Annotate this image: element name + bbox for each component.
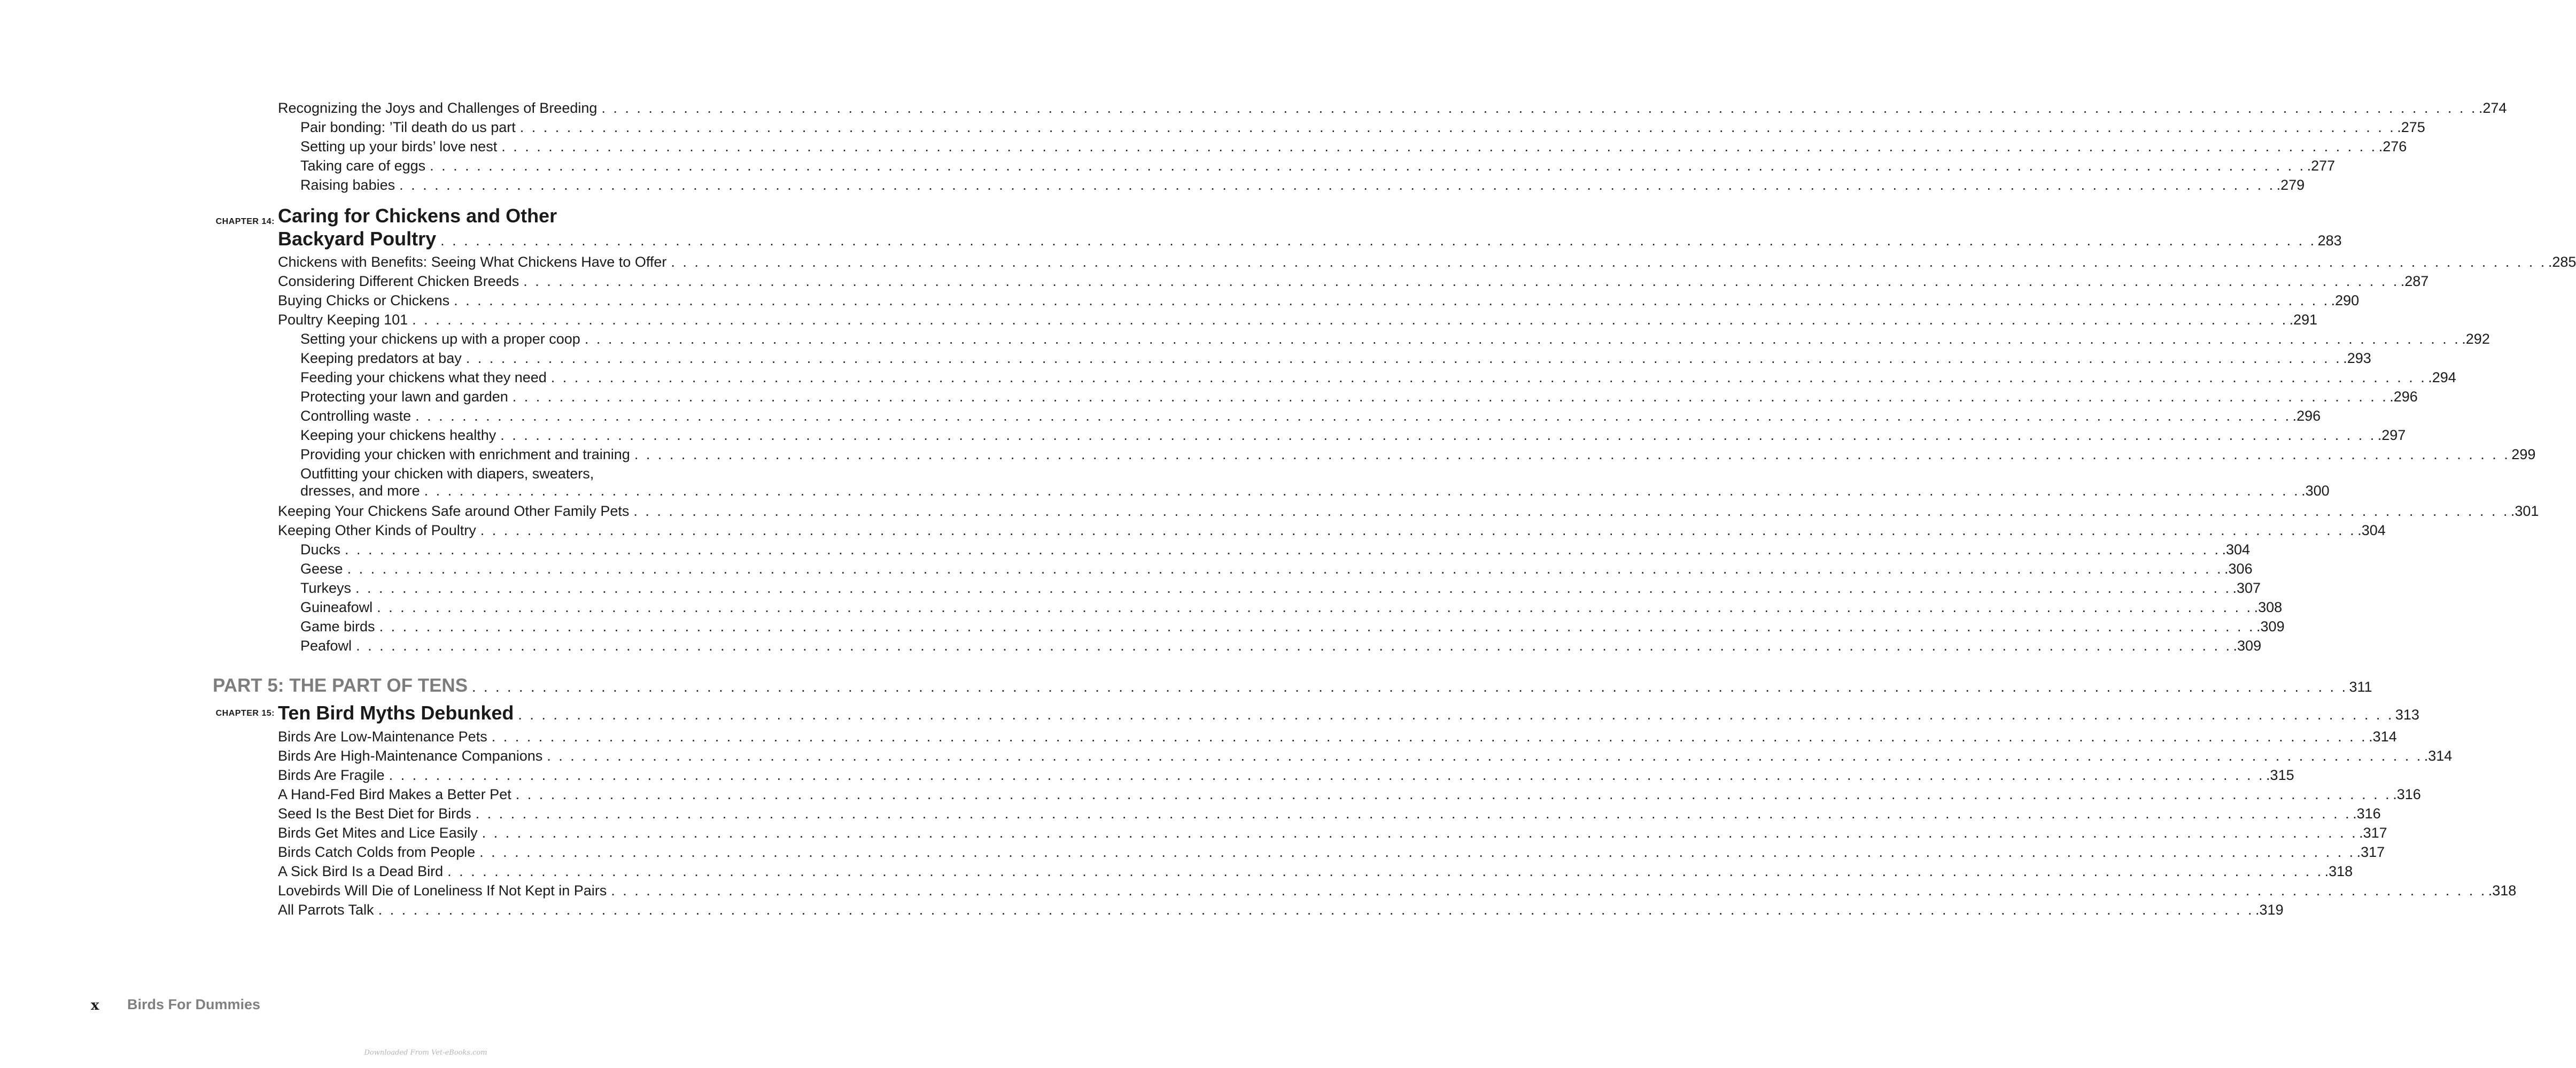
toc-entry-page: .300: [2301, 483, 2330, 499]
toc-entry-page: .317: [2356, 844, 2385, 860]
toc-entry-page: .308: [2254, 599, 2283, 615]
toc-entry-title: A Hand-Fed Bird Makes a Better Pet: [278, 786, 511, 802]
toc-entry-page: .297: [2377, 427, 2406, 443]
toc-entry-page: .317: [2359, 825, 2387, 841]
toc-entry[interactable]: [300, 119, 2425, 136]
toc-entry-title-line[interactable]: Outfitting your chicken with diapers, sweaters,: [300, 466, 594, 482]
dot-leader: . . . . . . . . . . . . . . . . . . . . . . . . . . . . . . . . . . . . . . . . . . . . . . . . . . . . . . . . . . . . . . . . . . . . . . . . . . . . . . . . . . . . . . . . . . . . . . . . . . . . . . . . . . . . . . . . . . . . . . . . . . . . . . . . . . . . . . . . . . . . . . . . . . . . . . . . . . . . . . . .: [355, 580, 2231, 596]
dot-leader: . . . . . . . . . . . . . . . . . . . . . . . . . . . . . . . . . . . . . . . . . . . . . . . . . . . . . . . . . . . . . . . . . . . . . . . . . . . . . . . . . . . . . . . . . . . . . . . . . . . . . . . . . . . . . . . . . . . . . . . . . . . . . . . . . . . . . . . . . . . . . . . . . . . . . . . . . . . . . . . .: [415, 408, 2291, 424]
toc-entry-title: Birds Are Low-Maintenance Pets: [278, 729, 487, 745]
toc-entry-title: Considering Different Chicken Breeds: [278, 273, 519, 289]
toc-entry-title: Birds Catch Colds from People: [278, 844, 476, 860]
toc-entry[interactable]: [278, 882, 2517, 899]
toc-entry[interactable]: [278, 292, 2360, 309]
page-number-roman: x: [91, 997, 99, 1013]
dot-leader: . . . . . . . . . . . . . . . . . . . . . . . . . . . . . . . . . . . . . . . . . . . . . . . . . . . . . . . . . . . . . . . . . . . . . . . . . . . . . . . . . . . . . . . . . . . . . . . . . . . . . . . . . . . . . . . . . . . . . . . . . . . . . . . . . . . . . . . . . . . . . . . . . . . . . . . . . . . . . . . .: [377, 599, 2253, 615]
toc-entry-page: .296: [2292, 408, 2321, 424]
toc-part-entry[interactable]: [213, 675, 2372, 698]
toc-entry[interactable]: [278, 824, 2387, 841]
toc-entry[interactable]: [300, 138, 2407, 155]
toc-entry-title: PART 5: THE PART OF TENS: [213, 675, 468, 696]
toc-entry[interactable]: [300, 369, 2456, 386]
dot-leader: . . . . . . . . . . . . . . . . . . . . . . . . . . . . . . . . . . . . . . . . . . . . . . . . . . . . . . . . . . . . . . . . . . . . . . . . . . . . . . . . . . . . . . . . . . . . . . . . . . . . . . . . . . . . . . . . . . . . . . . . . . . . . . . . . . . . . . . . . . . . . . . . . . . . . . . . . . . . . . . .: [634, 446, 2510, 462]
toc-entry-page: .287: [2400, 273, 2429, 289]
toc-entry-title: Keeping your chickens healthy: [300, 427, 496, 443]
toc-entry-page: .316: [2353, 806, 2381, 822]
dot-leader: . . . . . . . . . . . . . . . . . . . . . . . . . . . . . . . . . . . . . . . . . . . . . . . . . . . . . . . . . . . . . . . . . . . . . . . . . . . . . . . . . . . . . . . . . . . . . . . . . . . . . . . . . . . . . . . . . . . . . . . . . . . . . . . . . . . . . . . . . . . . . . . . . . . . . . . . . . . . . . . .: [479, 844, 2355, 860]
download-watermark: Downloaded From Vet-eBooks.com: [364, 1049, 487, 1057]
toc-entry-title: Buying Chicks or Chickens: [278, 292, 450, 308]
dot-leader: . . . . . . . . . . . . . . . . . . . . . . . . . . . . . . . . . . . . . . . . . . . . . . . . . . . . . . . . . . . . . . . . . . . . . . . . . . . . . . . . . . . . . . . . . . . . . . . . . . . . . . . . . . . . . . . . . . . . . . . . . . . . . . . . . . . . . . . . . . . . . . . . . . . . . . . . . . . . . . . .: [500, 427, 2376, 443]
dot-leader: . . . . . . . . . . . . . . . . . . . . . . . . . . . . . . . . . . . . . . . . . . . . . . . . . . . . . . . . . . . . . . . . . . . . . . . . . . . . . . . . . . . . . . . . . . . . . . . . . . . . . . . . . . . . . . . . . . . . . . . . . . . . . . . . . . . . . . . . . . . . . . . . . . . . . . . . . . . . . . . .: [424, 483, 2300, 499]
dot-leader: . . . . . . . . . . . . . . . . . . . . . . . . . . . . . . . . . . . . . . . . . . . . . . . . . . . . . . . . . . . . . . . . . . . . . . . . . . . . . . . . . . . . . . . . . . . . . . . . . . . . . . . . . . . . . . . . . . . . . . . . . . . . . . . . . . . . . . . . . . . . . . . . . . . . . . . . . . . . . . . .: [671, 254, 2547, 270]
dot-leader: . . . . . . . . . . . . . . . . . . . . . . . . . . . . . . . . . . . . . . . . . . . . . . . . . . . . . . . . . . . . . . . . . . . . . . . . . . . . . . . . . . . . . . . . . . . . . . . . . . . . . . . . . . . . . . . . . . . . . . . . . . . . . . . . . . . . . . . . . . . . . . . . . . . . . . . . . . . . . . . .: [550, 369, 2427, 385]
toc-entry-page: .314: [2424, 748, 2453, 764]
toc-entry[interactable]: [300, 157, 2336, 174]
dot-leader: . . . . . . . . . . . . . . . . . . . . . . . . . . . . . . . . . . . . . . . . . . . . . . . . . . . . . . . . . . . . . . . . . . . . . . . . . . . . . . . . . . . . . . . . . . . . . . . . . . . . . . . . . . . . . . . . . . . . . . . . . . . . . . . . . . . . . . . . . . . . . . . . . . . . . . . . . . . . . . . .: [512, 389, 2388, 405]
toc-entry-page: .294: [2428, 369, 2456, 385]
toc-entry[interactable]: [300, 350, 2371, 367]
toc-entry-page: .277: [2307, 158, 2336, 174]
toc-entry-title: Taking care of eggs: [300, 158, 426, 174]
toc-entry-title: Keeping predators at bay: [300, 350, 462, 366]
toc-entry-page: .309: [2256, 618, 2285, 634]
toc-entry-page: .304: [2357, 522, 2386, 538]
toc-entry[interactable]: [278, 901, 2284, 918]
toc-entry-title: Keeping Your Chickens Safe around Other Family Pets: [278, 503, 630, 519]
toc-entry-title: Raising babies: [300, 177, 395, 193]
toc-entry-page: .291: [2289, 312, 2318, 328]
toc-entry-page: .316: [2393, 786, 2421, 802]
dot-leader: . . . . . . . . . . . . . . . . . . . . . . . . . . . . . . . . . . . . . . . . . . . . . . . . . . . . . . . . . . . . . . . . . . . . . . . . . . . . . . . . . . . . . . . . . . . . . . . . . . . . . . . . . . . . . . . . . . . . . . . . . . . . . . . . . . . . . . . . . . . . . . . . . . . . . . . . . . . . . . . .: [465, 350, 2342, 366]
dot-leader: . . . . . . . . . . . . . . . . . . . . . . . . . . . . . . . . . . . . . . . . . . . . . . . . . . . . . . . . . . . . . . . . . . . . . . . . . . . . . . . . . . . . . . . . . . . . . . . . . . . . . . . . . . . . . . . . . . . . . . . . . . . . . . . . . . . . . . . . . . . . . . . . . . . . . . . . . . . . . . . .: [347, 561, 2223, 577]
dot-leader: . . . . . . . . . . . . . . . . . . . . . . . . . . . . . . . . . . . . . . . . . . . . . . . . . . . . . . . . . . . . . . . . . . . . . . . . . . . . . . . . . . . . . . . . . . . . . . . . . . . . . . . . . . . . . . . . . . . . . . . . . . . . . . . . . . . . . . . . . . . . . . . . . . . . . . . . . . . . . . . .: [379, 618, 2255, 634]
toc-entry[interactable]: [300, 407, 2321, 424]
toc-entry-title: Protecting your lawn and garden: [300, 389, 508, 405]
dot-leader: . . . . . . . . . . . . . . . . . . . . . . . . . . . . . . . . . . . . . . . . . . . . . . . . . . . . . . . . . . . . . . . . . . . . . . . . . . . . . . . . . . . . . . . . . . . . . . . . . . . . . . . . . . . . . . . . . . . . . . . . . . . . . . . . . . . . . . . . . . . . . . . . . . . . . . . . . . . . . . . .: [440, 233, 2316, 249]
toc-entry[interactable]: [300, 541, 2251, 558]
toc-entry-page: .318: [2488, 883, 2517, 899]
toc-entry[interactable]: [278, 99, 2507, 117]
dot-leader: . . . . . . . . . . . . . . . . . . . . . . . . . . . . . . . . . . . . . . . . . . . . . . . . . . . . . . . . . . . . . . . . . . . . . . . . . . . . . . . . . . . . . . . . . . . . . . . . . . . . . . . . . . . . . . . . . . . . . . . . . . . . . . . . . . . . . . . . . . . . . . . . . . . . . . . . . . . . . . . .: [399, 177, 2275, 193]
dot-leader: . . . . . . . . . . . . . . . . . . . . . . . . . . . . . . . . . . . . . . . . . . . . . . . . . . . . . . . . . . . . . . . . . . . . . . . . . . . . . . . . . . . . . . . . . . . . . . . . . . . . . . . . . . . . . . . . . . . . . . . . . . . . . . . . . . . . . . . . . . . . . . . . . . . . . . . . . . . . . . . .: [472, 679, 2348, 695]
dot-leader: . . . . . . . . . . . . . . . . . . . . . . . . . . . . . . . . . . . . . . . . . . . . . . . . . . . . . . . . . . . . . . . . . . . . . . . . . . . . . . . . . . . . . . . . . . . . . . . . . . . . . . . . . . . . . . . . . . . . . . . . . . . . . . . . . . . . . . . . . . . . . . . . . . . . . . . . . . . . . . . .: [633, 503, 2509, 519]
dot-leader: . . . . . . . . . . . . . . . . . . . . . . . . . . . . . . . . . . . . . . . . . . . . . . . . . . . . . . . . . . . . . . . . . . . . . . . . . . . . . . . . . . . . . . . . . . . . . . . . . . . . . . . . . . . . . . . . . . . . . . . . . . . . . . . . . . . . . . . . . . . . . . . . . . . . . . . . . . . . . . . .: [475, 806, 2352, 822]
toc-entry-title: Seed Is the Best Diet for Birds: [278, 806, 471, 822]
toc-entry[interactable]: [278, 863, 2353, 880]
toc-entry[interactable]: [300, 599, 2283, 616]
dot-leader: . . . . . . . . . . . . . . . . . . . . . . . . . . . . . . . . . . . . . . . . . . . . . . . . . . . . . . . . . . . . . . . . . . . . . . . . . . . . . . . . . . . . . . . . . . . . . . . . . . . . . . . . . . . . . . . . . . . . . . . . . . . . . . . . . . . . . . . . . . . . . . . . . . . . . . . . . . . . . . . .: [547, 748, 2423, 764]
toc-entry-page: .307: [2232, 580, 2261, 596]
toc-entry[interactable]: [300, 579, 2261, 597]
toc-entry-page: .304: [2222, 541, 2251, 558]
toc-entry-title: Setting your chickens up with a proper coop: [300, 331, 580, 347]
toc-entry-page: 313: [2395, 707, 2419, 723]
toc-entry-title: All Parrots Talk: [278, 902, 374, 918]
toc-entry-page: 283: [2317, 233, 2342, 249]
toc-entry[interactable]: [300, 482, 2330, 499]
chapter-label: CHAPTER 14:: [215, 217, 275, 226]
toc-entry[interactable]: [278, 728, 2397, 745]
toc-entry-title: Birds Are Fragile: [278, 767, 385, 783]
toc-chapter-entry[interactable]: [278, 227, 2342, 252]
toc-entry-title: Peafowl: [300, 638, 352, 654]
dot-leader: . . . . . . . . . . . . . . . . . . . . . . . . . . . . . . . . . . . . . . . . . . . . . . . . . . . . . . . . . . . . . . . . . . . . . . . . . . . . . . . . . . . . . . . . . . . . . . . . . . . . . . . . . . . . . . . . . . . . . . . . . . . . . . . . . . . . . . . . . . . . . . . . . . . . . . . . . . . . . . . .: [501, 138, 2377, 154]
toc-entry-title: Providing your chicken with enrichment and training: [300, 446, 630, 462]
toc-entry[interactable]: [278, 805, 2381, 822]
dot-leader: . . . . . . . . . . . . . . . . . . . . . . . . . . . . . . . . . . . . . . . . . . . . . . . . . . . . . . . . . . . . . . . . . . . . . . . . . . . . . . . . . . . . . . . . . . . . . . . . . . . . . . . . . . . . . . . . . . . . . . . . . . . . . . . . . . . . . . . . . . . . . . . . . . . . . . . . . . . . . . . .: [412, 312, 2288, 328]
dot-leader: . . . . . . . . . . . . . . . . . . . . . . . . . . . . . . . . . . . . . . . . . . . . . . . . . . . . . . . . . . . . . . . . . . . . . . . . . . . . . . . . . . . . . . . . . . . . . . . . . . . . . . . . . . . . . . . . . . . . . . . . . . . . . . . . . . . . . . . . . . . . . . . . . . . . . . . . . . . . . . . .: [356, 638, 2232, 654]
toc-entry-page: .276: [2378, 138, 2407, 154]
toc-entry-title: Ducks: [300, 541, 341, 558]
toc-entry-title: Backyard Poultry: [278, 228, 437, 250]
toc-entry-page: .296: [2389, 389, 2418, 405]
dot-leader: . . . . . . . . . . . . . . . . . . . . . . . . . . . . . . . . . . . . . . . . . . . . . . . . . . . . . . . . . . . . . . . . . . . . . . . . . . . . . . . . . . . . . . . . . . . . . . . . . . . . . . . . . . . . . . . . . . . . . . . . . . . . . . . . . . . . . . . . . . . . . . . . . . . . . . . . . . . . . . . .: [523, 273, 2399, 289]
toc-entry-page: .315: [2266, 767, 2294, 783]
toc-entry-title: Feeding your chickens what they need: [300, 369, 547, 385]
toc-entry-page: .301: [2510, 503, 2539, 519]
toc-entry-title: Pair bonding: ’Til death do us part: [300, 119, 516, 135]
dot-leader: . . . . . . . . . . . . . . . . . . . . . . . . . . . . . . . . . . . . . . . . . . . . . . . . . . . . . . . . . . . . . . . . . . . . . . . . . . . . . . . . . . . . . . . . . . . . . . . . . . . . . . . . . . . . . . . . . . . . . . . . . . . . . . . . . . . . . . . . . . . . . . . . . . . . . . . . . . . . . . . .: [454, 292, 2330, 308]
toc-entry-page: .292: [2462, 331, 2490, 347]
toc-entry[interactable]: [278, 747, 2453, 764]
toc-entry-page: .314: [2369, 729, 2397, 745]
dot-leader: . . . . . . . . . . . . . . . . . . . . . . . . . . . . . . . . . . . . . . . . . . . . . . . . . . . . . . . . . . . . . . . . . . . . . . . . . . . . . . . . . . . . . . . . . . . . . . . . . . . . . . . . . . . . . . . . . . . . . . . . . . . . . . . . . . . . . . . . . . . . . . . . . . . . . . . . . . . . . . . .: [518, 707, 2394, 723]
toc-entry[interactable]: [300, 637, 2262, 654]
toc-entry-title: Guineafowl: [300, 599, 373, 615]
toc-entry-page: .285: [2548, 254, 2576, 270]
toc-entry-title: Game birds: [300, 618, 375, 634]
running-footer-title: Birds For Dummies: [127, 996, 261, 1012]
dot-leader: . . . . . . . . . . . . . . . . . . . . . . . . . . . . . . . . . . . . . . . . . . . . . . . . . . . . . . . . . . . . . . . . . . . . . . . . . . . . . . . . . . . . . . . . . . . . . . . . . . . . . . . . . . . . . . . . . . . . . . . . . . . . . . . . . . . . . . . . . . . . . . . . . . . . . . . . . . . . . . . .: [519, 119, 2396, 135]
toc-entry[interactable]: [278, 273, 2429, 290]
toc-entry[interactable]: [278, 522, 2386, 539]
toc-entry-page: .275: [2397, 119, 2425, 135]
toc-entry-title: Ten Bird Myths Debunked: [278, 702, 514, 724]
dot-leader: . . . . . . . . . . . . . . . . . . . . . . . . . . . . . . . . . . . . . . . . . . . . . . . . . . . . . . . . . . . . . . . . . . . . . . . . . . . . . . . . . . . . . . . . . . . . . . . . . . . . . . . . . . . . . . . . . . . . . . . . . . . . . . . . . . . . . . . . . . . . . . . . . . . . . . . . . . . . . . . .: [611, 883, 2487, 899]
toc-entry[interactable]: [278, 767, 2294, 784]
toc-entry[interactable]: [300, 176, 2305, 194]
toc-entry-title: Keeping Other Kinds of Poultry: [278, 522, 476, 538]
dot-leader: . . . . . . . . . . . . . . . . . . . . . . . . . . . . . . . . . . . . . . . . . . . . . . . . . . . . . . . . . . . . . . . . . . . . . . . . . . . . . . . . . . . . . . . . . . . . . . . . . . . . . . . . . . . . . . . . . . . . . . . . . . . . . . . . . . . . . . . . . . . . . . . . . . . . . . . . . . . . . . . .: [491, 729, 2368, 745]
dot-leader: . . . . . . . . . . . . . . . . . . . . . . . . . . . . . . . . . . . . . . . . . . . . . . . . . . . . . . . . . . . . . . . . . . . . . . . . . . . . . . . . . . . . . . . . . . . . . . . . . . . . . . . . . . . . . . . . . . . . . . . . . . . . . . . . . . . . . . . . . . . . . . . . . . . . . . . . . . . . . . . .: [378, 902, 2254, 918]
dot-leader: . . . . . . . . . . . . . . . . . . . . . . . . . . . . . . . . . . . . . . . . . . . . . . . . . . . . . . . . . . . . . . . . . . . . . . . . . . . . . . . . . . . . . . . . . . . . . . . . . . . . . . . . . . . . . . . . . . . . . . . . . . . . . . . . . . . . . . . . . . . . . . . . . . . . . . . . . . . . . . . .: [601, 100, 2477, 116]
toc-entry[interactable]: [300, 427, 2406, 444]
toc-chapter-entry[interactable]: [278, 701, 2419, 726]
toc-entry-page: .274: [2478, 100, 2507, 116]
dot-leader: . . . . . . . . . . . . . . . . . . . . . . . . . . . . . . . . . . . . . . . . . . . . . . . . . . . . . . . . . . . . . . . . . . . . . . . . . . . . . . . . . . . . . . . . . . . . . . . . . . . . . . . . . . . . . . . . . . . . . . . . . . . . . . . . . . . . . . . . . . . . . . . . . . . . . . . . . . . . . . . .: [482, 825, 2358, 841]
toc-entry[interactable]: [278, 311, 2318, 328]
toc-entry-page: 299: [2511, 446, 2536, 462]
toc-entry-title: dresses, and more: [300, 483, 420, 499]
toc-entry-page: .279: [2276, 177, 2305, 193]
toc-entry[interactable]: [300, 446, 2536, 463]
toc-entry[interactable]: [278, 502, 2539, 520]
toc-entry-page: .290: [2331, 292, 2360, 308]
toc-entry-title: Poultry Keeping 101: [278, 312, 408, 328]
toc-entry-title: Recognizing the Joys and Challenges of Breeding: [278, 100, 598, 116]
toc-entry[interactable]: [278, 843, 2385, 861]
toc-entry-title: Geese: [300, 561, 343, 577]
toc-entry-title: Birds Get Mites and Lice Easily: [278, 825, 478, 841]
toc-entry-title: Controlling waste: [300, 408, 412, 424]
toc-entry[interactable]: [300, 388, 2418, 405]
toc-entry-page: .306: [2224, 561, 2253, 577]
dot-leader: . . . . . . . . . . . . . . . . . . . . . . . . . . . . . . . . . . . . . . . . . . . . . . . . . . . . . . . . . . . . . . . . . . . . . . . . . . . . . . . . . . . . . . . . . . . . . . . . . . . . . . . . . . . . . . . . . . . . . . . . . . . . . . . . . . . . . . . . . . . . . . . . . . . . . . . . . . . . . . . .: [480, 522, 2356, 538]
toc-entry-title: A Sick Bird Is a Dead Bird: [278, 863, 444, 879]
toc-entry-page: .293: [2343, 350, 2371, 366]
toc-entry-page: .319: [2255, 902, 2284, 918]
toc-entry[interactable]: [300, 330, 2490, 347]
dot-leader: . . . . . . . . . . . . . . . . . . . . . . . . . . . . . . . . . . . . . . . . . . . . . . . . . . . . . . . . . . . . . . . . . . . . . . . . . . . . . . . . . . . . . . . . . . . . . . . . . . . . . . . . . . . . . . . . . . . . . . . . . . . . . . . . . . . . . . . . . . . . . . . . . . . . . . . . . . . . . . . .: [584, 331, 2461, 347]
toc-entry[interactable]: [278, 253, 2576, 270]
toc-entry-title: Birds Are High-Maintenance Companions: [278, 748, 543, 764]
toc-entry-page: 311: [2349, 679, 2372, 695]
chapter-title-line[interactable]: Caring for Chickens and Other: [278, 205, 557, 227]
toc-entry[interactable]: [278, 786, 2421, 803]
toc-entry-title: Turkeys: [300, 580, 352, 596]
dot-leader: . . . . . . . . . . . . . . . . . . . . . . . . . . . . . . . . . . . . . . . . . . . . . . . . . . . . . . . . . . . . . . . . . . . . . . . . . . . . . . . . . . . . . . . . . . . . . . . . . . . . . . . . . . . . . . . . . . . . . . . . . . . . . . . . . . . . . . . . . . . . . . . . . . . . . . . . . . . . . . . .: [447, 863, 2323, 879]
toc-entry-page: .309: [2233, 638, 2262, 654]
toc-entry-title: Setting up your birds’ love nest: [300, 138, 498, 154]
toc-entry[interactable]: [300, 618, 2285, 635]
dot-leader: . . . . . . . . . . . . . . . . . . . . . . . . . . . . . . . . . . . . . . . . . . . . . . . . . . . . . . . . . . . . . . . . . . . . . . . . . . . . . . . . . . . . . . . . . . . . . . . . . . . . . . . . . . . . . . . . . . . . . . . . . . . . . . . . . . . . . . . . . . . . . . . . . . . . . . . . . . . . . . . .: [515, 786, 2392, 802]
dot-leader: . . . . . . . . . . . . . . . . . . . . . . . . . . . . . . . . . . . . . . . . . . . . . . . . . . . . . . . . . . . . . . . . . . . . . . . . . . . . . . . . . . . . . . . . . . . . . . . . . . . . . . . . . . . . . . . . . . . . . . . . . . . . . . . . . . . . . . . . . . . . . . . . . . . . . . . . . . . . . . . .: [345, 541, 2221, 558]
toc-entry[interactable]: [300, 560, 2253, 577]
dot-leader: . . . . . . . . . . . . . . . . . . . . . . . . . . . . . . . . . . . . . . . . . . . . . . . . . . . . . . . . . . . . . . . . . . . . . . . . . . . . . . . . . . . . . . . . . . . . . . . . . . . . . . . . . . . . . . . . . . . . . . . . . . . . . . . . . . . . . . . . . . . . . . . . . . . . . . . . . . . . . . . .: [389, 767, 2265, 783]
toc-entry-title: Lovebirds Will Die of Loneliness If Not Kept in Pairs: [278, 883, 607, 899]
toc-entry-page: .318: [2324, 863, 2353, 879]
toc-entry-title: Chickens with Benefits: Seeing What Chickens Have to Offer: [278, 254, 667, 270]
dot-leader: . . . . . . . . . . . . . . . . . . . . . . . . . . . . . . . . . . . . . . . . . . . . . . . . . . . . . . . . . . . . . . . . . . . . . . . . . . . . . . . . . . . . . . . . . . . . . . . . . . . . . . . . . . . . . . . . . . . . . . . . . . . . . . . . . . . . . . . . . . . . . . . . . . . . . . . . . . . . . . . .: [430, 158, 2306, 174]
chapter-label: CHAPTER 15:: [215, 709, 275, 718]
